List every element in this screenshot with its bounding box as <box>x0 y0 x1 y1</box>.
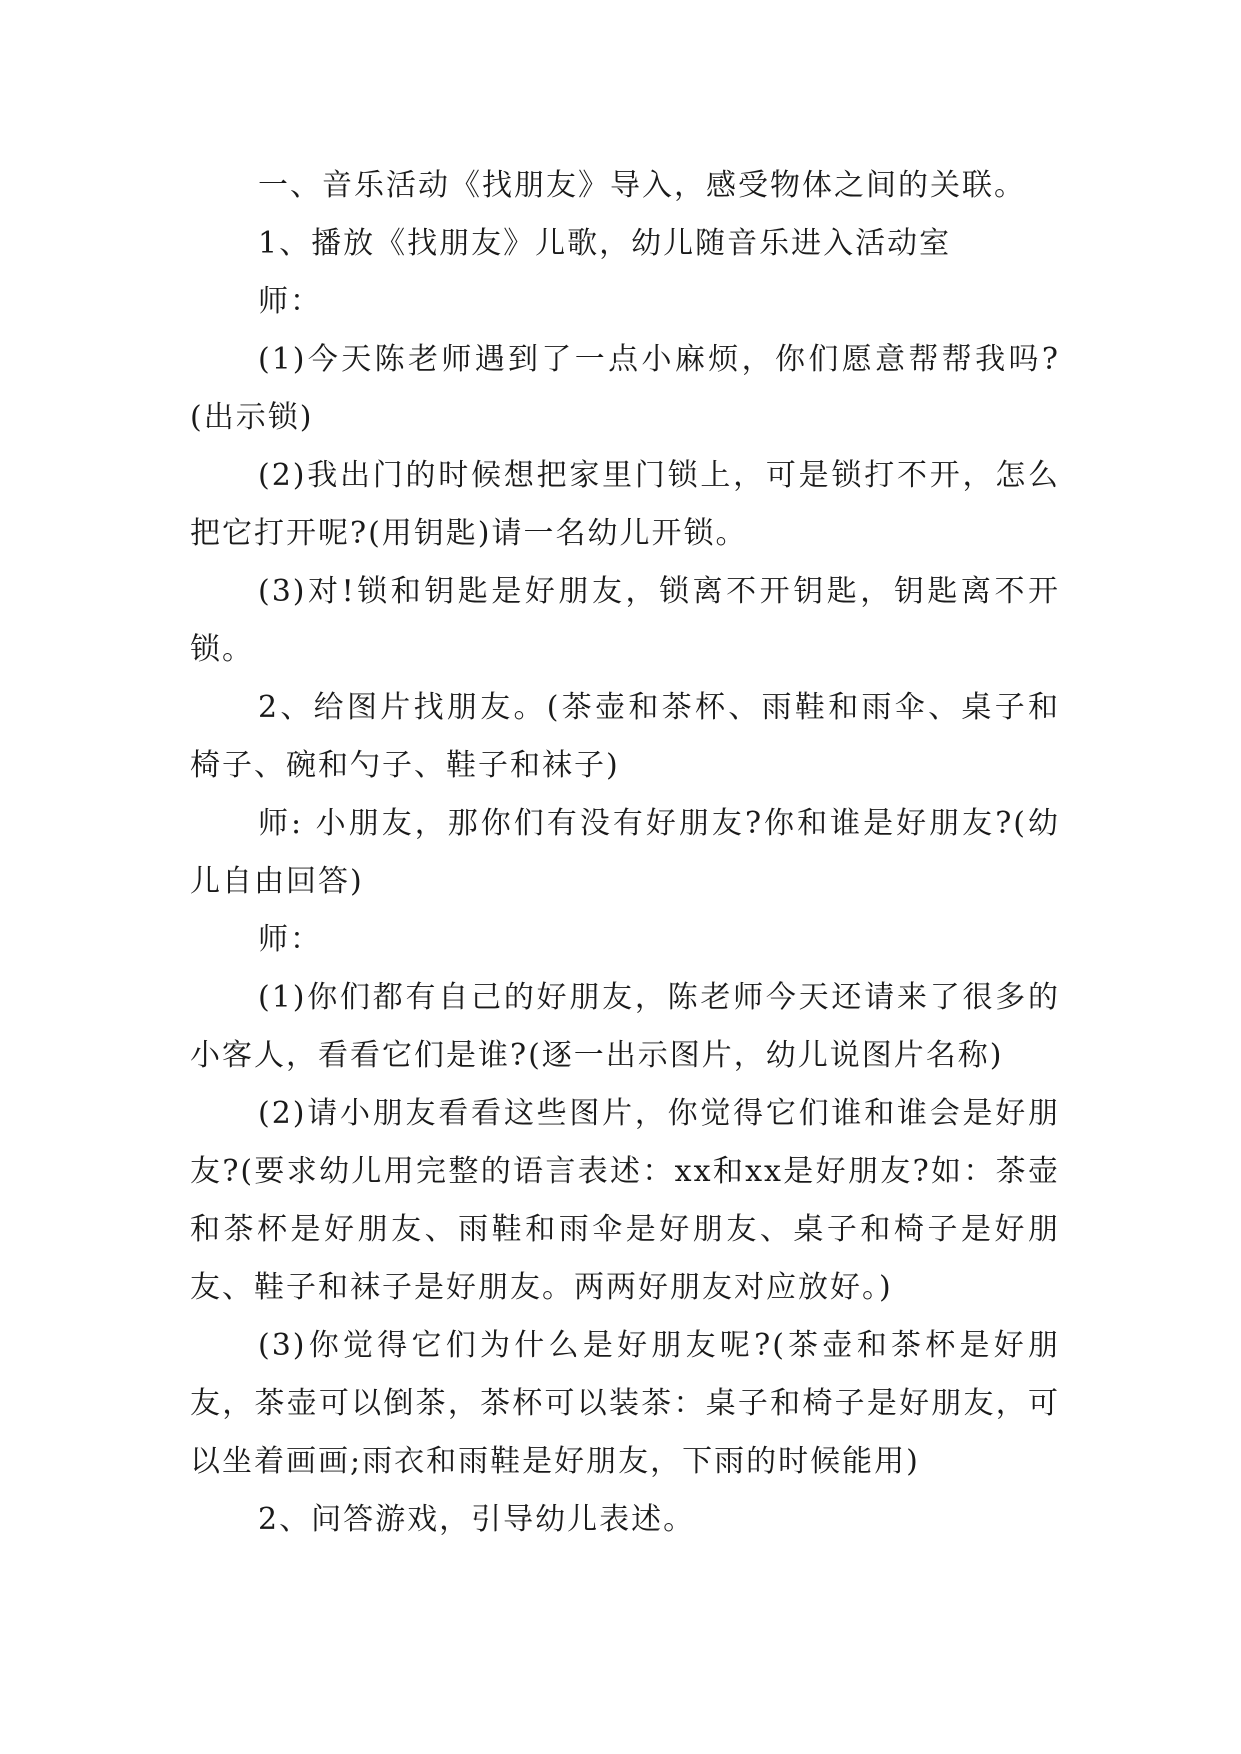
teacher-label-2: 师： <box>258 922 322 957</box>
paragraph-item-2: (2)我出门的时候想把家里门锁上，可是锁打不开，怎么把它打开呢?(用钥匙)请一名幼儿开锁。 <box>190 458 1060 551</box>
paragraph-item-3: (3)对!锁和钥匙是好朋友，锁离不开钥匙，钥匙离不开锁。 <box>190 574 1060 667</box>
step-2: 2、给图片找朋友。(茶壶和茶杯、雨鞋和雨伞、桌子和椅子、碗和勺子、鞋子和袜子) <box>190 690 1060 783</box>
step-1: 1、播放《找朋友》儿歌，幼儿随音乐进入活动室 <box>258 226 952 261</box>
paragraph-item-5: (2)请小朋友看看这些图片，你觉得它们谁和谁会是好朋友?(要求幼儿用完整的语言表述：xx和xx是好朋友?如：茶壶和茶杯是好朋友、雨鞋和雨伞是好朋友、桌子和椅子是好朋友、鞋子和袜子是好朋友。两两好朋友对应放好。) <box>190 1096 1060 1305</box>
teacher-question: 师: 小朋友，那你们有没有好朋友?你和谁是好朋友?(幼儿自由回答) <box>190 806 1060 899</box>
paragraph-item-6: (3)你觉得它们为什么是好朋友呢?(茶壶和茶杯是好朋友，茶壶可以倒茶，茶杯可以装茶：桌子和椅子是好朋友，可以坐着画画;雨衣和雨鞋是好朋友，下雨的时候能用) <box>190 1328 1060 1479</box>
step-3: 2、问答游戏，引导幼儿表述。 <box>258 1502 696 1537</box>
teacher-label: 师： <box>258 284 322 319</box>
document-body <box>190 157 1060 1549</box>
paragraph-item-4: (1)你们都有自己的好朋友，陈老师今天还请来了很多的小客人，看看它们是谁?(逐一出示图片，幼儿说图片名称) <box>190 980 1060 1073</box>
section-heading: 一、音乐活动《找朋友》导入，感受物体之间的关联。 <box>258 168 1026 203</box>
paragraph-item-1: (1)今天陈老师遇到了一点小麻烦，你们愿意帮帮我吗?(出示锁) <box>190 342 1060 435</box>
